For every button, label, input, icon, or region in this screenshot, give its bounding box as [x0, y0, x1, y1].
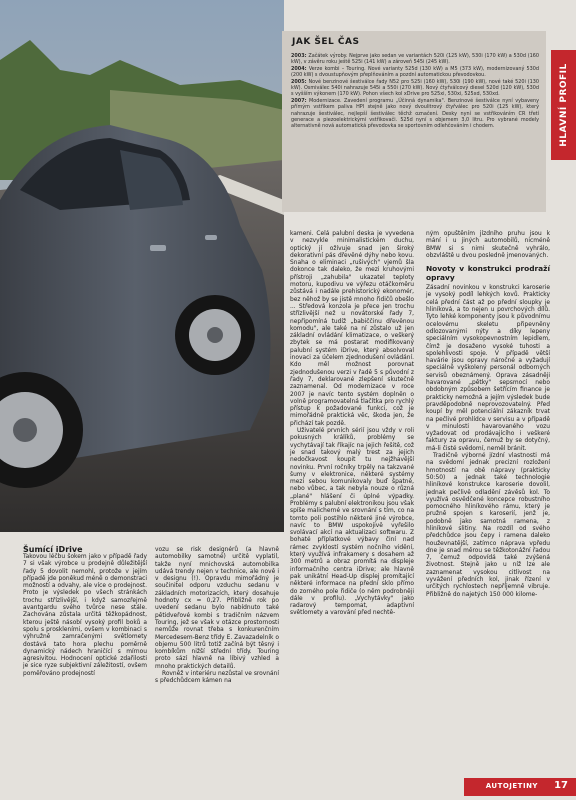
paragraph: Tradičně výborné jízdní vlastnosti má na svědomí jednak precizní rozložení hmotností na obě nápravy (prakticky 50:50) a jednak také technologie hliníkové konstrukce karoserie dovolil, jednak pečlivě odladění závěsů kol. To využívá osvědčené koncepce robustního pomocného hliníkového rámu, který je pružně spojen s karoserií, jenž je, podobně jako samotná ramena, z hliníkové slitiny. Na rozdíl od svého předchůdce jsou čepy i ramena daleko houževnatější, zatímco náprava vpředu dne je snad měrou se těžkotonážní řadou 7, čemuž odpovídá také zvýšená životnost. Stejně jako u níž lze ale zaznamenat vysokou citlivost na vyvážení předních kol, jinak řízení v určitých rychlostech nepříjemně vibruje. Přibližně do najetých 150 000 kilome-: [426, 453, 550, 598]
paragraph: kameni. Celá palubní deska je vyvedena v nezvykle minimalistickém duchu, optický jí ožívuje snad jen široký dekorativní pás dřevěné dýhy nebo kovu. Snaha o eliminaci „rušivých" vjemů šla dokonce tak daleko, že mezi kruhovými přístroji „zahubila" ukazatel teploty motoru, kupodivu ve výřezu otáčkoměru zůstává i nadále prehistorický ekonomér, bez něhož by se jistě mnoho řidičů obešlo ... Středová konzola je přece jen trochu střízlivější než u novátorské řady 7, nepřipomíná tudíž „babiččinu dřevěnou komodu", ale také na ní zůstalo už jen základní ovládání klimatizace, o veškerý zbytek se má postarat modifikovaný palubní systém iDrive, který absolvoval inovaci za účelem zjednodušení ovládání. Kdo měl možnost porovnat zjednodušenou verzi v řadě 5 s původní z řady 7, deklarované zlepšení skutečně zaznamenal. Od modernizace v roce 2007 je navíc tento systém doplněn o volně programovatelná tlačítka pro rychlý přístup k požadované funkci, což je mimořádně praktická věc, škoda jen, že přichází tak pozdě.: [290, 231, 414, 427]
timeline-entry: [291, 98, 539, 130]
timeline-desc: Modernizace. Zavedení programu „Účinná dynamika". Benzinové šestiválce nyní vybaveny přímým vstřikem paliva HPI stejně jako nový dvoulitrový čtyřválec pro 520i (125 kW), který nahrazuje šestiválec, nejlepší šestiválec těchž označení. Desky nyní se vstřikováním CR třetí generace a piezoelektrickými vstřikovači. 525d nyní s objemem 3,0 litru. Pro vybrané modely alternativně nová automatická převodovka se sportovním odlehčováním i chodem.: [291, 97, 539, 130]
magazine-name: AUTOJETINY: [485, 782, 538, 790]
timeline-desc: Verze kombi – Touring. Nové varianty 525d (130 kW) a M5 (373 kW), modernizovaný 530d (200 kW) s dvoustupňovým přeplňováním a pozdní automatickou převodovkou.: [291, 65, 540, 79]
timeline-year: 2004:: [291, 65, 307, 72]
timeline-year: 2007:: [291, 97, 307, 104]
page-number: 17: [554, 780, 568, 791]
timeline-desc: Nové benzinové šestiválce řady N52 pro 525i (160 kW), 530i (190 kW), nové také 520i (130 kW). Osmiválec 540i nahrazuje 545i a 550i (270 kW). Nový čtyřválcový diesel 520d (120 kW), 530d s vyšším výkonem (170 kW). Pohon všech kol xDrive pro 525xi, 530xi, 525xd, 530xd.: [291, 78, 539, 98]
paragraph: Uživatelé prvních sérií jsou vždy v roli pokusných králíků, problémy se vychytávají tak říkajíc na jejich řešitě, což je snad takový malý trest za jejich nedočkavost koupit tu nejžhavější novinku. První ročníky trpěly na takzvané šumy v elektronice, některé systémy mezi sebou komunikovaly buď špatně, nebo vůbec, a tak nebyla nouze o různá „plané" hlášení či úplné výpadky. Problémy s palubní elektronikou jsou však spíše malicherné ve srovnání s tím, co na tomto poli postihlo některé jiné výrobce, navíc to BMW uspokojivě vyřešilo svolávací akcí na aktualizaci softwaru. Z bohaté příplatkové výbavy činí nad rámec zvyklostí systém nočního vidění, který využívá infrakamery s dosahem až 300 metrů a obraz promítá na displeje informačního centra iDrive; ale hlavně pak unikátní Head-Up displej promítající některé informace na přední sklo přímo do zorného pole řidiče (o něm podrobněji dále v profilu). „Vychytávky" jako radarový tempomat, adaptivní světlomety a varování před nechtě-: [290, 428, 414, 617]
article-column-1: [23, 545, 147, 678]
timeline-year: 2003:: [291, 53, 307, 59]
timeline-desc: Začátek výroby. Nejprve jako sedan ve variantách 520i (125 kW), 530i (170 kW) a 530d (160 kW), v závěru roku ještě 525i (141 kW) a zároveň 545i (245 kW).: [291, 53, 539, 66]
paragraph: vozu se risk designérů (a hlavně automobilky samotné) určitě vyplatil, takže nyní mnichovská automobilka udává trendy nejen v technice, ale nově i v designu (!). Opravdu mimořádný je součinitel odporu vzduchu sedanu v základních motorizacích, který dosahuje hodnoty cx = 0,27. Přibližně rok po uvedení sedanu bylo nabídnuto také pětidveřové kombi s tradičním názvem Touring, jež se však v otázce prostornosti nemůže rovnat třeba s konkurenčním Mercedesem-Benz třídy E. Zavazadelník o objemu 500 litrů totiž začíná být těsný i kombíkům nižší střední třídy. Touring proto sází hlavně na líbivý vzhled a mnoho praktických detailů.: [155, 547, 279, 670]
timeline-entry: [291, 53, 539, 66]
paragraph: Takovou léčbu šokem jako v případě řady 7 si však výrobce u prodejně důležitější řady 5 dovolit nemohl, protože v jejím případě jde poněkud méně o demonstraci možností a odvahy, ale více o prodejnost. Proto je výsledek po všech stránkách trochu střízlivější, i když samozřejmě avantgardu svého tvůrce nese stále. Zachována zůstala určitá těžkopádnost, kterou ještě násobí vysoký profil boků a spolu s proskleními, ovšem v kombinaci s výhružně zamračenými světlomety dostává tato hora plechu poměrně dynamický nádech hraničící s mírnou agresivitou. Hodnocení optické zdařilosti je sice ryze subjektivní záležitostí, ovšem poměřováno prodejností: [23, 554, 147, 677]
section-heading: Novoty v konstrukci prodraží opravy: [426, 264, 550, 283]
car-photo: [0, 0, 284, 532]
page-footer: [0, 778, 576, 800]
timeline-entry: [291, 79, 539, 98]
section-heading: Šumící iDrive: [23, 545, 83, 554]
timeline-entry: [291, 66, 539, 79]
paragraph: Zásadní novinkou v konstrukci karoserie je vysoký podíl lehkých kovů. Prakticky celá přední část až po přední sloupky je hliníková, a to nejen u povrchových dílů. Tyto lehké komponenty jsou k původnímu ocelovému skeletu připevněny odlozovanými nýty a díky lepeny speciálním vysokopevnostním lepidlem, čímž je dosaženo vysoké tuhosti a spolehlivosti spoje. V případě větší havárie jsou opravy náročné a vyžadují speciálně vyškolený personál odborných servisů obeznámený. Oprava zásadněji havarované „pětky" sepsmocí nebo obdobným způsobem šetřícím finance je prakticky nemožná a jejím výsledek bude pravděpodobně neprovozovatelný. Před koupí by měl potenciální zákazník trvat na pečlivé prohlídce v servisu a v případě v minulosti havarovaného vozu vyžadovat od prodávajícího i veškeré faktury za opravu, čemuž by se dotyčný, má-li čisté svědomí, neměl bránit.: [426, 285, 550, 452]
timeline-text: [291, 53, 539, 130]
article-column-3: [290, 231, 414, 618]
section-tab: [551, 50, 576, 160]
section-tab-label: HLAVNÍ PROFIL: [558, 63, 569, 147]
timeline-box: [282, 31, 546, 212]
timeline-year: 2005:: [291, 78, 307, 85]
paragraph: Rovněž v interiéru nezůstal ve srovnání s předchůdcem kámen na: [155, 671, 279, 685]
article-column-4: [426, 231, 550, 599]
timeline-title: JAK ŠEL ČAS: [292, 37, 360, 47]
article-column-2: [155, 547, 279, 686]
footer-bar: [464, 778, 576, 796]
paragraph: ným opuštěním jízdního pruhu jsou k mání i u jiných automobilů, nicméně BMW si s nimi skutečně vyhrálo, obzvláště u dvou posledně jmenovaných.: [426, 231, 550, 259]
